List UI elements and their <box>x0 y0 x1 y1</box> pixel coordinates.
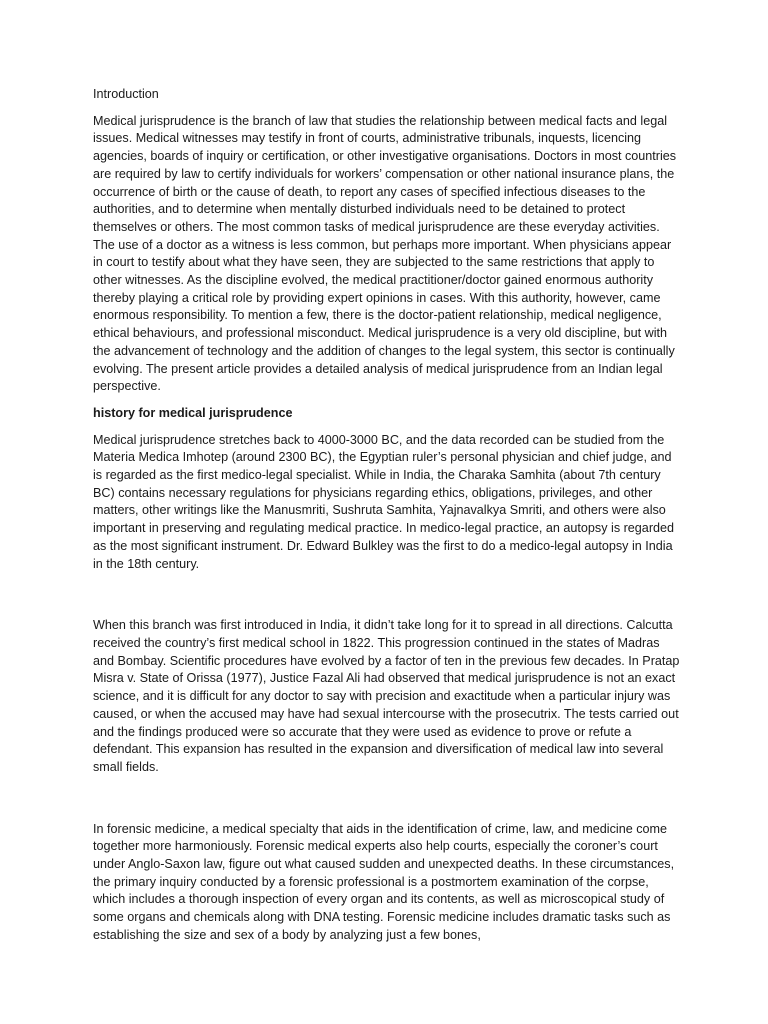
forensic-paragraph: In forensic medicine, a medical specialty that aids in the identification of crime, law, and medicine come together more harmoniously. Forensic medical experts also help courts, especially the coroner’s court under Anglo-Saxon law, figure out what caused sudden and unexpected deaths. In these circumstances, the primary inquiry conducted by a forensic professional is a postmortem examination of the corpse, which includes a thorough inspection of every organ and its contents, as well as microscopical study of some organs and chemicals along with DNA testing. Forensic medicine includes dramatic tasks such as establishing the size and sex of a body by analyzing just a few bones, <box>93 821 675 942</box>
document-page <box>93 86 683 954</box>
introduction-paragraph: Medical jurisprudence is the branch of law that studies the relationship between medical facts and legal issues. Medical witnesses may testify in front of courts, administrative tribunals, inquests, licencing agencies, boards of inquiry or certification, or other investigative organisations. Doctors in most countries are required by law to certify individuals for workers’ compensation or other national insurance plans, the occurrence of birth or the cause of death, to report any cases of specified infectious diseases to the authorities, and to determine when mentally disturbed individuals need to be detained to protect themselves or others. The most common tasks of medical jurisprudence are these everyday activities. The use of a doctor as a witness is less common, but perhaps more important. When physicians appear in court to testify about what they have seen, they are subjected to the same restrictions that apply to other witnesses. As the discipline evolved, the medical practitioner/doctor gained enormous authority thereby playing a critical role by providing expert opinions in cases. With this authority, however, came enormous responsibility. To mention a few, there is the doctor-patient relationship, medical negligence, ethical behaviours, and professional misconduct. Medical jurisprudence is a very old discipline, but with the advancement of technology and the addition of changes to the legal system, this sector is continually evolving. The present article provides a detailed analysis of medical jurisprudence from an Indian legal perspective. <box>93 113 677 394</box>
blank-line-spacer <box>93 786 683 821</box>
history-paragraph-2: When this branch was first introduced in India, it didn’t take long for it to spread in all directions. Calcutta received the country’s first medical school in 1822. This progression continued in the states of Madras and Bombay. Scientific procedures have evolved by a factor of ten in the previous few decades. In Pratap Misra v. State of Orissa (1977), Justice Fazal Ali had observed that medical jurisprudence is not an exact science, and it is difficult for any doctor to say with precision and exactitude when a particular injury was caused, or when the accused may have had sexual intercourse with the prosecutrix. The tests carried out and the findings produced were so accurate that they were used as evidence to prove or refute a defendant. This expansion has resulted in the expansion and diversification of medical law into several small fields. <box>93 618 680 774</box>
history-heading: history for medical jurisprudence <box>93 405 293 420</box>
introduction-heading: Introduction <box>93 87 159 101</box>
history-paragraph-1: Medical jurisprudence stretches back to 4000-3000 BC, and the data recorded can be studied from the Materia Medica Imhotep (around 2300 BC), the Egyptian ruler’s personal physician and chief judge, and is regarded as the first medico-legal specialist. While in India, the Charaka Samhita (about 7th century BC) contains necessary regulations for physicians regarding ethics, obligations, privileges, and other matters, other writings like the Manusmriti, Sushruta Samhita, Yajnavalkya Smriti, and others were also important in preserving and regulating medical practice. In medico-legal practice, an autopsy is regarded as the most significant instrument. Dr. Edward Bulkley was the first to do a medico-legal autopsy in India in the 18th century. <box>93 432 675 571</box>
blank-line-spacer <box>93 582 683 617</box>
